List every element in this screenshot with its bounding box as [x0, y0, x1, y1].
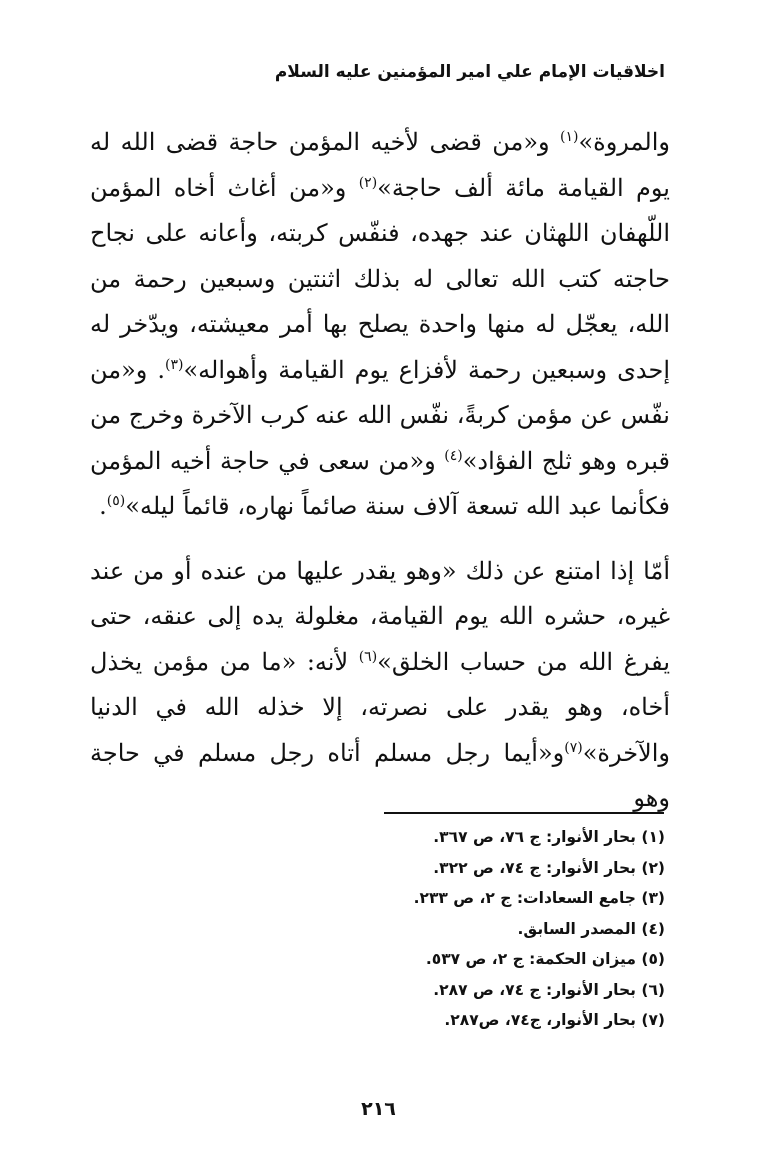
text-run: أمّا إذا امتنع عن ذلك «وهو يقدر عليها من عنده أو من عند غيره، حشره الله يوم القيامة، مغلولة يده إلى عنقه، حتى يفرغ الله من حساب الخلق» [90, 556, 670, 676]
text-run: و«من قضى لأخيه المؤمن حاجة قضى الله له يوم القيامة مائة ألف حاجة» [90, 128, 670, 202]
footnote-ref: (٣) [165, 356, 184, 373]
footnote-3: (٣) جامع السعادات: ج ٢، ص ٢٣٣. [413, 889, 665, 907]
footnote-ref: (١) [559, 129, 579, 145]
footnote-6: (٦) بحار الأنوار: ج ٧٤، ص ٢٨٧. [433, 980, 665, 999]
footnote-ref: (٧) [564, 739, 583, 756]
footnote-1: (١) بحار الأنوار: ج ٧٦، ص ٣٦٧. [433, 828, 665, 846]
footnote-ref: (٤) [444, 447, 463, 464]
footnote-ref: (٢) [358, 174, 378, 191]
footnote-ref: (٥) [106, 493, 126, 509]
footnote-4: (٤) المصدر السابق. [517, 919, 665, 938]
text-run: و«من سعى في حاجة أخيه المؤمن فكأنما عبد الله تسعة آلاف سنة صائماً نهاره، قائماً ليله» [90, 446, 670, 520]
body-text [90, 120, 670, 822]
footnote-2: (٢) بحار الأنوار: ج ٧٤، ص ٣٢٢. [433, 858, 665, 877]
running-header: اخلاقيات الإمام علي امير المؤمنين عليه السلام [274, 62, 665, 82]
paragraph-2 [90, 549, 670, 822]
text-run: . و«من نفّس عن مؤمن كربةً، نفّس الله عنه كرب الآخرة وخرج من قبره وهو ثلج الفؤاد» [90, 355, 670, 475]
paragraph-1 [90, 120, 670, 530]
footnotes-list [345, 822, 665, 1036]
footnote-5: (٥) ميزان الحكمة: ج ٢، ص ٥٣٧. [425, 950, 665, 968]
footnote-7: (٧) بحار الأنوار، ج٧٤، ص٢٨٧. [444, 1011, 665, 1029]
page-number: ٢١٦ [361, 1098, 396, 1120]
text-run: . [99, 492, 107, 520]
text-run: والمروة» [578, 128, 670, 156]
footnote-divider [384, 812, 664, 814]
footnote-ref: (٦) [358, 648, 378, 665]
text-run: و«من أغاث أخاه المؤمن اللّهفان اللهثان عند جهده، فنفّس كربته، وأعانه على نجاح حاجته كتب الله تعالى له بذلك اثنتين وسبعين رحمة من الله، يعجّل له منها واحدة يصلح بها أمر معيشته، ويدّخر له إحدى وسبعين رحمة لأفزاع يوم القيامة وأهواله» [90, 173, 671, 384]
text-run: و«أيما رجل مسلم أتاه رجل مسلم في حاجة وهو [90, 738, 670, 812]
text-run: لأنه: «ما من مؤمن يخذل أخاه، وهو يقدر على نصرته، إلا خذله الله في الدنيا والآخرة» [90, 647, 671, 767]
